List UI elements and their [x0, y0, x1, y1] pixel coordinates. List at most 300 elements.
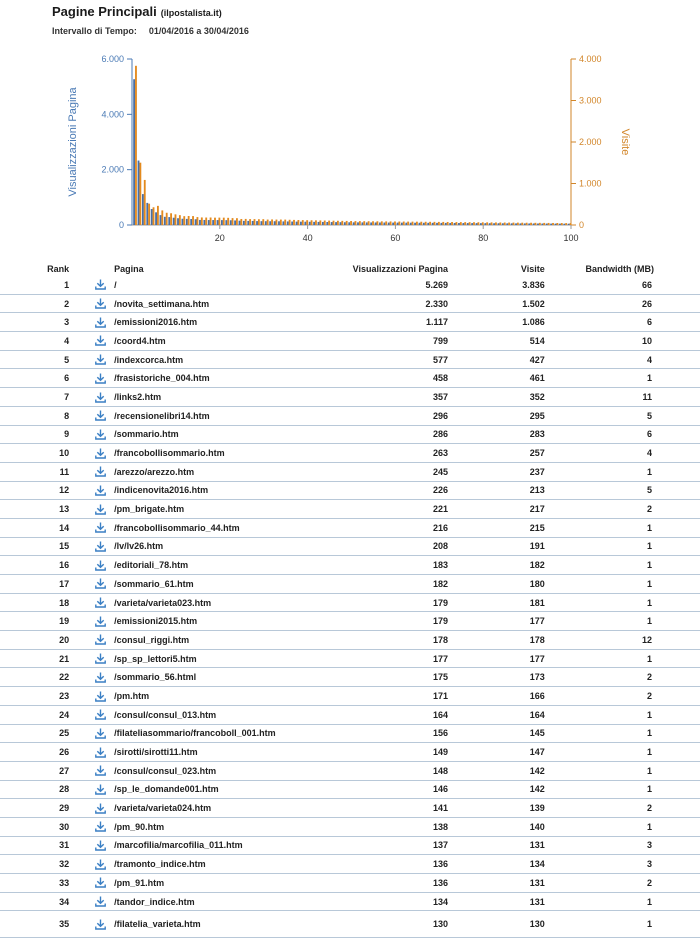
- table-row: [0, 855, 700, 874]
- row-bandwidth: 1: [545, 537, 700, 556]
- bar-visits: [565, 223, 567, 225]
- download-icon[interactable]: [93, 276, 114, 294]
- row-page-link[interactable]: /sp_sp_lettori5.htm: [114, 649, 353, 668]
- row-bandwidth: 66: [545, 276, 700, 294]
- bar-views: [537, 224, 539, 225]
- bar-views: [419, 223, 421, 225]
- row-visits: 131: [448, 892, 545, 911]
- table-row: [0, 724, 700, 743]
- row-views: 286: [353, 425, 448, 444]
- bar-views: [313, 222, 315, 225]
- row-views: 175: [353, 668, 448, 687]
- bar-views: [480, 223, 482, 225]
- bar-visits: [521, 223, 523, 225]
- download-icon[interactable]: [93, 537, 114, 556]
- row-visits: 131: [448, 836, 545, 855]
- bar-views: [405, 223, 407, 225]
- row-rank: 27: [0, 761, 93, 780]
- row-views: 799: [353, 332, 448, 351]
- download-icon-glyph: [95, 919, 106, 930]
- row-page-link[interactable]: /coord4.htm: [114, 332, 353, 351]
- row-page-link[interactable]: /pm.htm: [114, 687, 353, 706]
- row-page-link[interactable]: /frasistoriche_004.htm: [114, 369, 353, 388]
- row-rank: 5: [0, 350, 93, 369]
- site-name: (ilpostalista.it): [160, 8, 222, 18]
- bar-views: [392, 223, 394, 225]
- bar-visits: [201, 217, 203, 225]
- bar-views: [414, 223, 416, 225]
- row-page-link[interactable]: /francobollisommario.htm: [114, 444, 353, 463]
- bar-views: [383, 223, 385, 225]
- row-views: 458: [353, 369, 448, 388]
- row-page-link[interactable]: /francobollisommario_44.htm: [114, 518, 353, 537]
- bar-views: [432, 223, 434, 225]
- table-row: [0, 350, 700, 369]
- row-rank: 10: [0, 444, 93, 463]
- download-icon-glyph: [95, 373, 106, 384]
- table-row: [0, 874, 700, 893]
- table-row: [0, 332, 700, 351]
- row-page-link[interactable]: /sp_le_domande001.htm: [114, 780, 353, 799]
- bar-visits: [302, 220, 304, 225]
- bar-visits: [495, 222, 497, 225]
- x-tick-label: 40: [302, 233, 313, 243]
- row-views: 138: [353, 817, 448, 836]
- row-page-link[interactable]: /varieta/varieta024.htm: [114, 799, 353, 818]
- bar-visits: [148, 204, 150, 225]
- row-bandwidth: 26: [545, 294, 700, 313]
- table-row: [0, 294, 700, 313]
- row-visits: 173: [448, 668, 545, 687]
- row-page-link[interactable]: /novita_settimana.htm: [114, 294, 353, 313]
- bar-visits: [197, 217, 199, 225]
- row-bandwidth: 1: [545, 817, 700, 836]
- bar-visits: [280, 220, 282, 225]
- row-page-link[interactable]: /tramonto_indice.htm: [114, 855, 353, 874]
- bar-views: [212, 220, 214, 225]
- bar-views: [155, 212, 157, 225]
- row-views: 245: [353, 462, 448, 481]
- row-page-link[interactable]: /filateliasommario/francoboll_001.htm: [114, 724, 353, 743]
- row-bandwidth: 1: [545, 649, 700, 668]
- y2-tick-label: 3.000: [579, 95, 602, 106]
- y2-tick-label: 2.000: [579, 137, 602, 147]
- table-row: [0, 743, 700, 762]
- bar-views: [221, 220, 223, 225]
- download-icon[interactable]: [93, 313, 114, 332]
- bar-visits: [447, 222, 449, 225]
- table-row: [0, 425, 700, 444]
- bar-views: [436, 223, 438, 225]
- bar-visits: [271, 219, 273, 225]
- row-views: 141: [353, 799, 448, 818]
- bar-views: [484, 223, 486, 225]
- bar-visits: [297, 220, 299, 225]
- download-icon-glyph: [95, 765, 106, 776]
- top-pages-table: [0, 262, 700, 938]
- download-icon[interactable]: [93, 761, 114, 780]
- row-views: 137: [353, 836, 448, 855]
- row-rank: 6: [0, 369, 93, 388]
- row-bandwidth: 1: [545, 575, 700, 594]
- bar-views: [331, 222, 333, 225]
- row-views: 164: [353, 705, 448, 724]
- download-icon-glyph: [95, 634, 106, 645]
- bar-views: [177, 218, 179, 225]
- download-icon[interactable]: [93, 518, 114, 537]
- row-rank: 20: [0, 631, 93, 650]
- row-page-link[interactable]: /sommario_56.html: [114, 668, 353, 687]
- bar-views: [256, 221, 258, 225]
- bar-visits: [504, 223, 506, 225]
- row-page-link[interactable]: /sirotti/sirotti11.htm: [114, 743, 353, 762]
- row-views: 146: [353, 780, 448, 799]
- bar-visits: [183, 216, 185, 225]
- row-bandwidth: 3: [545, 855, 700, 874]
- row-visits: 142: [448, 780, 545, 799]
- bar-visits: [491, 222, 493, 225]
- interval-value: 01/04/2016 a 30/04/2016: [148, 26, 249, 36]
- row-bandwidth: 1: [545, 556, 700, 575]
- row-visits: 164: [448, 705, 545, 724]
- row-views: 263: [353, 444, 448, 463]
- row-rank: 12: [0, 481, 93, 500]
- download-icon[interactable]: [93, 406, 114, 425]
- bar-views: [291, 222, 293, 225]
- row-rank: 15: [0, 537, 93, 556]
- download-icon[interactable]: [93, 369, 114, 388]
- bar-visits: [552, 223, 554, 225]
- bar-visits: [175, 214, 177, 225]
- download-icon-glyph: [95, 597, 106, 608]
- row-rank: 3: [0, 313, 93, 332]
- row-rank: 11: [0, 462, 93, 481]
- row-page-link[interactable]: /pm_91.htm: [114, 874, 353, 893]
- row-rank: 24: [0, 705, 93, 724]
- row-bandwidth: 1: [545, 369, 700, 388]
- table-row: [0, 369, 700, 388]
- row-page-link[interactable]: /sommario_61.htm: [114, 575, 353, 594]
- bar-views: [471, 223, 473, 225]
- table-row: [0, 500, 700, 519]
- table-row: [0, 593, 700, 612]
- bar-views: [282, 221, 284, 225]
- download-icon[interactable]: [93, 668, 114, 687]
- download-icon[interactable]: [93, 500, 114, 519]
- bar-visits: [363, 221, 365, 225]
- row-page-link[interactable]: /editoriali_78.htm: [114, 556, 353, 575]
- bar-visits: [442, 222, 444, 225]
- col-header-icon: [93, 262, 114, 276]
- row-views: 221: [353, 500, 448, 519]
- row-page-link[interactable]: /varieta/varieta023.htm: [114, 593, 353, 612]
- row-bandwidth: 6: [545, 313, 700, 332]
- bar-views: [344, 222, 346, 225]
- download-icon-glyph: [95, 821, 106, 832]
- row-bandwidth: 2: [545, 687, 700, 706]
- y-axis-title: Visualizzazioni Pagina: [67, 87, 79, 197]
- row-rank: 23: [0, 687, 93, 706]
- row-page-link[interactable]: /consul_riggi.htm: [114, 631, 353, 650]
- bar-views: [203, 220, 205, 225]
- bar-visits: [530, 223, 532, 225]
- row-rank: 35: [0, 911, 93, 938]
- row-rank: 31: [0, 836, 93, 855]
- bar-visits: [223, 218, 225, 225]
- download-icon[interactable]: [93, 817, 114, 836]
- row-rank: 32: [0, 855, 93, 874]
- bar-visits: [398, 222, 400, 225]
- download-icon[interactable]: [93, 481, 114, 500]
- bar-visits: [477, 222, 479, 225]
- download-icon-glyph: [95, 335, 106, 346]
- bar-visits: [539, 223, 541, 225]
- download-icon-glyph: [95, 429, 106, 440]
- bar-visits: [464, 222, 466, 225]
- download-icon[interactable]: [93, 350, 114, 369]
- bar-views: [190, 219, 192, 225]
- download-icon[interactable]: [93, 724, 114, 743]
- table-row: [0, 406, 700, 425]
- bar-views: [515, 223, 517, 225]
- row-visits: 182: [448, 556, 545, 575]
- bar-visits: [214, 218, 216, 225]
- download-icon-glyph: [95, 859, 106, 870]
- report-header: [52, 4, 672, 36]
- report-title: Pagine Principali: [52, 4, 157, 19]
- table-body: [0, 276, 700, 938]
- table-row: [0, 892, 700, 911]
- row-rank: 7: [0, 388, 93, 407]
- bar-views: [265, 221, 267, 225]
- row-page-link[interactable]: /filatelia_varieta.htm: [114, 911, 353, 938]
- bar-visits: [451, 222, 453, 225]
- table-row: [0, 612, 700, 631]
- row-page-link[interactable]: /: [114, 276, 353, 294]
- row-visits: 134: [448, 855, 545, 874]
- download-icon[interactable]: [93, 444, 114, 463]
- row-views: 357: [353, 388, 448, 407]
- row-views: 156: [353, 724, 448, 743]
- download-icon[interactable]: [93, 612, 114, 631]
- row-visits: 177: [448, 649, 545, 668]
- bar-visits: [240, 219, 242, 225]
- bar-visits: [341, 221, 343, 225]
- row-bandwidth: 2: [545, 500, 700, 519]
- bar-views: [186, 219, 188, 225]
- bar-visits: [337, 221, 339, 225]
- row-views: 182: [353, 575, 448, 594]
- table-row: [0, 649, 700, 668]
- table-row: [0, 761, 700, 780]
- row-views: 134: [353, 892, 448, 911]
- bar-views: [357, 222, 359, 225]
- row-bandwidth: 1: [545, 518, 700, 537]
- row-rank: 2: [0, 294, 93, 313]
- table-row: [0, 631, 700, 650]
- bar-views: [230, 220, 232, 225]
- bar-visits: [456, 222, 458, 225]
- download-icon[interactable]: [93, 892, 114, 911]
- download-icon[interactable]: [93, 462, 114, 481]
- bar-views: [462, 223, 464, 225]
- row-page-link[interactable]: /consul/consul_013.htm: [114, 705, 353, 724]
- row-page-link[interactable]: /marcofilia/marcofilia_011.htm: [114, 836, 353, 855]
- row-bandwidth: 6: [545, 425, 700, 444]
- bar-visits: [144, 180, 146, 225]
- bar-views: [252, 221, 254, 225]
- row-page-link[interactable]: /indicenovita2016.htm: [114, 481, 353, 500]
- download-icon-glyph: [95, 466, 106, 477]
- table-row: [0, 911, 700, 938]
- download-icon[interactable]: [93, 874, 114, 893]
- download-icon-glyph: [95, 616, 106, 627]
- download-icon[interactable]: [93, 855, 114, 874]
- download-icon[interactable]: [93, 332, 114, 351]
- bar-visits: [420, 222, 422, 225]
- download-icon-glyph: [95, 803, 106, 814]
- bar-visits: [561, 223, 563, 225]
- bar-visits: [548, 223, 550, 225]
- row-bandwidth: 4: [545, 350, 700, 369]
- bar-visits: [368, 221, 370, 225]
- row-visits: 130: [448, 911, 545, 938]
- download-icon[interactable]: [93, 799, 114, 818]
- bar-visits: [324, 221, 326, 225]
- bar-visits: [425, 222, 427, 225]
- download-icon[interactable]: [93, 294, 114, 313]
- bar-visits: [161, 210, 163, 225]
- row-page-link[interactable]: /pm_brigate.htm: [114, 500, 353, 519]
- interval-label: Intervallo di Tempo:: [52, 26, 137, 36]
- row-page-link[interactable]: /sommario.htm: [114, 425, 353, 444]
- table-header-row: [0, 262, 700, 276]
- bar-views: [445, 223, 447, 225]
- row-views: 178: [353, 631, 448, 650]
- bar-visits: [293, 220, 295, 225]
- download-icon[interactable]: [93, 556, 114, 575]
- bar-views: [151, 209, 153, 225]
- download-icon-glyph: [95, 653, 106, 664]
- col-header-rank: Rank: [47, 264, 70, 274]
- download-icon[interactable]: [93, 687, 114, 706]
- download-icon[interactable]: [93, 836, 114, 855]
- bar-views: [340, 222, 342, 225]
- bar-visits: [227, 218, 229, 225]
- row-visits: 191: [448, 537, 545, 556]
- table-row: [0, 313, 700, 332]
- y2-tick-label: 4.000: [579, 54, 602, 64]
- row-page-link[interactable]: /links2.htm: [114, 388, 353, 407]
- table-row: [0, 705, 700, 724]
- bar-visits: [166, 213, 168, 225]
- bar-visits: [284, 220, 286, 225]
- row-page-link[interactable]: /emissioni2015.htm: [114, 612, 353, 631]
- bar-views: [454, 223, 456, 225]
- bar-visits: [346, 221, 348, 225]
- bar-views: [467, 223, 469, 225]
- bar-views: [269, 221, 271, 225]
- download-icon[interactable]: [93, 743, 114, 762]
- row-views: 177: [353, 649, 448, 668]
- row-page-link[interactable]: /arezzo/arezzo.htm: [114, 462, 353, 481]
- y2-tick-label: 1.000: [579, 178, 602, 189]
- bar-views: [278, 221, 280, 225]
- bar-views: [304, 222, 306, 225]
- download-icon[interactable]: [93, 388, 114, 407]
- download-icon[interactable]: [93, 425, 114, 444]
- row-page-link[interactable]: /consul/consul_023.htm: [114, 761, 353, 780]
- row-bandwidth: 1: [545, 761, 700, 780]
- x-tick-label: 20: [214, 233, 225, 243]
- download-icon[interactable]: [93, 575, 114, 594]
- col-header-visits: Visite: [520, 264, 545, 274]
- row-page-link[interactable]: /recensionelibri14.htm: [114, 406, 353, 425]
- row-visits: 1.502: [448, 294, 545, 313]
- download-icon-glyph: [95, 354, 106, 365]
- download-icon[interactable]: [93, 631, 114, 650]
- bar-visits: [153, 207, 155, 225]
- bar-views: [195, 219, 197, 225]
- x-tick-label: 60: [390, 233, 401, 243]
- table-row: [0, 276, 700, 294]
- row-rank: 16: [0, 556, 93, 575]
- row-page-link[interactable]: /pm_90.htm: [114, 817, 353, 836]
- row-rank: 30: [0, 817, 93, 836]
- download-icon-glyph: [95, 410, 106, 421]
- bar-visits: [350, 221, 352, 225]
- row-rank: 4: [0, 332, 93, 351]
- row-visits: 215: [448, 518, 545, 537]
- bar-visits: [267, 220, 269, 225]
- row-visits: 147: [448, 743, 545, 762]
- download-icon[interactable]: [93, 780, 114, 799]
- bar-visits: [205, 218, 207, 225]
- row-views: 216: [353, 518, 448, 537]
- row-page-link[interactable]: /lv/lv26.htm: [114, 537, 353, 556]
- download-icon-glyph: [95, 317, 106, 328]
- table-row: [0, 556, 700, 575]
- row-rank: 18: [0, 593, 93, 612]
- download-icon[interactable]: [93, 705, 114, 724]
- download-icon[interactable]: [93, 911, 114, 938]
- y-tick-label: 4.000: [101, 109, 124, 120]
- row-page-link[interactable]: /indexcorca.htm: [114, 350, 353, 369]
- row-visits: 142: [448, 761, 545, 780]
- bar-visits: [570, 223, 572, 225]
- row-visits: 352: [448, 388, 545, 407]
- bar-visits: [315, 220, 317, 225]
- row-bandwidth: 1: [545, 612, 700, 631]
- bar-visits: [416, 222, 418, 225]
- bar-visits: [460, 222, 462, 225]
- bar-visits: [289, 220, 291, 225]
- download-icon-glyph: [95, 541, 106, 552]
- download-icon[interactable]: [93, 593, 114, 612]
- row-views: 183: [353, 556, 448, 575]
- download-icon[interactable]: [93, 649, 114, 668]
- row-bandwidth: 11: [545, 388, 700, 407]
- bar-views: [511, 223, 513, 225]
- col-header-bandwidth: Bandwidth (MB): [585, 264, 654, 274]
- row-bandwidth: 10: [545, 332, 700, 351]
- row-page-link[interactable]: /tandor_indice.htm: [114, 892, 353, 911]
- bar-visits: [135, 66, 137, 225]
- row-page-link[interactable]: /emissioni2016.htm: [114, 313, 353, 332]
- bar-views: [326, 222, 328, 225]
- bar-views: [239, 221, 241, 225]
- bar-visits: [535, 223, 537, 225]
